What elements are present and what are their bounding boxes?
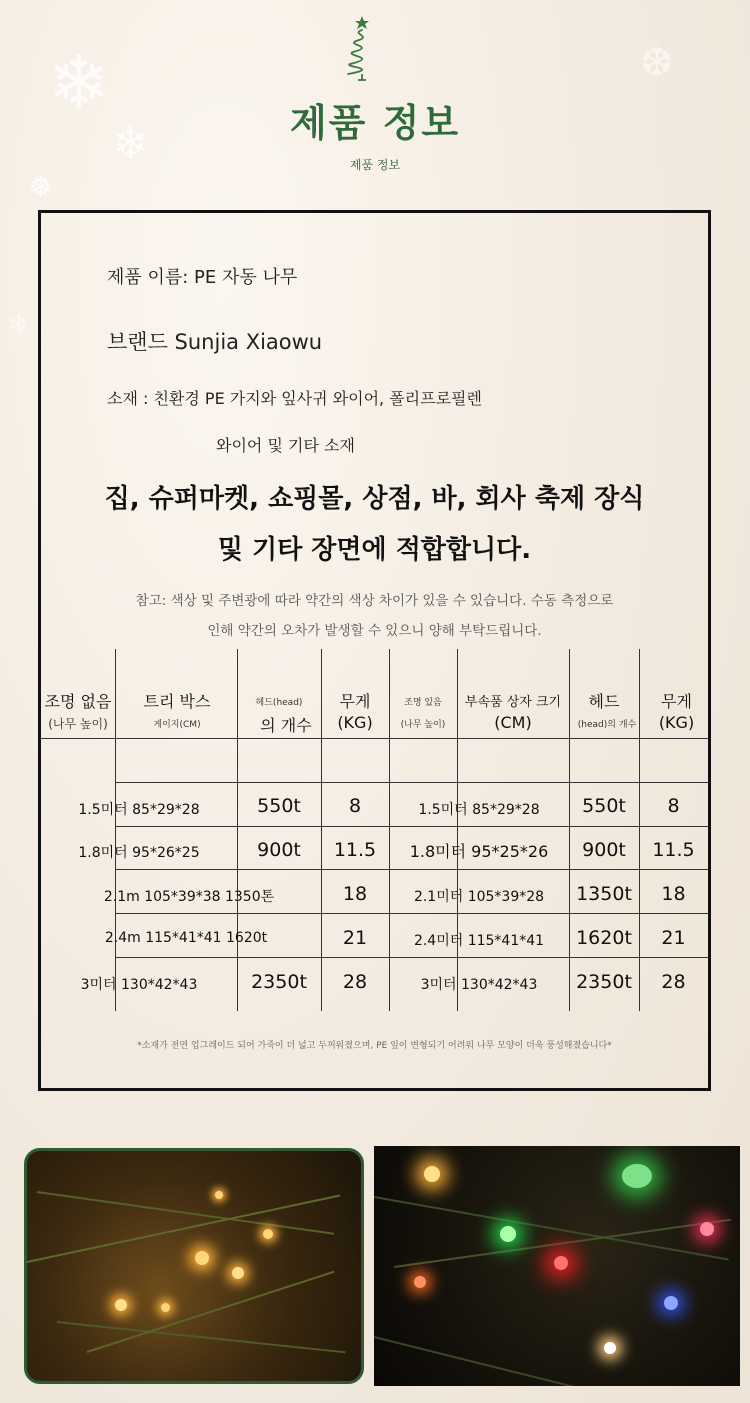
multicolor-light-photo [374,1146,740,1386]
usage-line-2: 및 기타 장면에 적합합니다. [217,535,532,565]
row-left-spec: 2.4m 115*41*41 1620t [104,930,268,946]
spec-table [41,649,708,1019]
row-right-spec: 2.4미터 115*41*41 [413,933,545,949]
header-no-light-sub: (나무 높이) [48,717,108,731]
header-head-2-sub: (head)의 개수 [577,720,637,730]
product-name: 제품 이름: PE 자동 나무 [107,267,298,288]
header-head-sub: 의 개수 [260,716,312,735]
header-weight-2-sub: (KG) [658,713,695,732]
header-weight-2: 무게 [661,692,692,711]
brand-name: 브랜드 Sunjia Xiaowu [107,330,323,354]
note-line-2: 인해 약간의 오차가 발생할 수 있으니 양해 부탁드립니다. [207,623,542,639]
header-light: 조명 있음 [404,698,442,708]
snowflake-icon: ❆ [640,40,674,86]
warm-light-photo [24,1148,364,1384]
product-info-panel [38,210,711,1091]
snowflake-icon: ❄ [48,40,111,126]
row-left-head: 900t [257,839,301,861]
row-right-weight: 8 [667,795,680,817]
header-tree-box: 트리 박스 [143,692,211,711]
row-right-head: 1350t [576,883,632,905]
row-left-weight: 18 [342,883,368,905]
row-left-spec: 2.1m 105*39*38 1350톤 [103,889,275,905]
row-right-weight: 18 [661,883,686,905]
row-left-weight: 28 [342,971,368,993]
row-left-weight: 8 [348,795,362,817]
row-left-spec: 1.8미터 95*26*25 [78,845,200,861]
header-acc-box-sub: (CM) [494,713,532,732]
page-subtitle: 제품 정보 [349,158,401,172]
header-no-light: 조명 없음 [44,692,112,711]
row-right-head: 900t [582,839,626,861]
header-head-2: 헤드 [588,692,620,711]
row-right-weight: 21 [661,927,686,949]
snowflake-icon: ❅ [28,170,54,205]
row-right-spec: 3미터 130*42*43 [420,977,538,993]
row-right-head: 2350t [576,971,632,993]
footnote: *소재가 전면 업그레이드 되어 가죽이 더 넓고 두꺼워졌으며, PE 잎이 변형되기 어려워 나무 모양이 더욱 풍성해졌습니다* [137,1041,612,1051]
row-right-head: 550t [582,795,626,817]
row-left-spec: 3미터 130*42*43 [80,977,198,993]
header-tree-box-sub: 게이지(CM) [153,720,201,730]
header-head: 헤드(head) [255,698,303,708]
row-left-head: 2350t [251,971,307,993]
material-line-1: 소재 : 친환경 PE 가지와 잎사귀 와이어, 폴리프로필렌 [107,389,482,408]
usage-line-1: 집, 슈퍼마켓, 쇼핑몰, 상점, 바, 회사 축제 장식 [104,484,645,514]
row-right-spec: 1.8미터 95*25*26 [409,842,549,861]
header-acc-box: 부속품 상자 크기 [464,695,562,710]
row-left-head: 550t [257,795,301,817]
header-weight: 무게 [339,692,371,711]
row-right-weight: 11.5 [652,839,695,861]
christmas-tree-icon [340,14,384,84]
snowflake-icon: ❄ [8,310,30,340]
page-title: 제품 정보 [289,101,461,145]
row-right-spec: 2.1미터 105*39*28 [413,889,545,905]
row-right-weight: 28 [661,971,686,993]
snowflake-icon: ❄ [112,118,149,169]
row-left-weight: 21 [342,927,368,949]
note-line-1: 참고: 색상 및 주변광에 따라 약간의 색상 차이가 있을 수 있습니다. 수동 측정으로 [135,593,614,609]
header-weight-sub: (KG) [337,713,373,732]
row-left-weight: 11.5 [333,839,377,861]
row-right-head: 1620t [576,927,632,949]
header-light-sub: (나무 높이) [400,720,446,730]
row-left-spec: 1.5미터 85*29*28 [78,802,200,818]
material-line-2: 와이어 및 기타 소재 [216,436,355,455]
row-right-spec: 1.5미터 85*29*28 [418,802,540,818]
